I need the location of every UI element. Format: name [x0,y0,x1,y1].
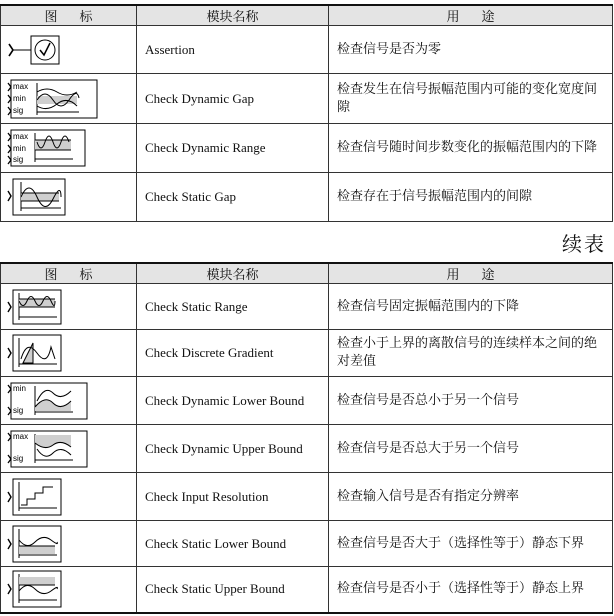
table-row [1,124,613,173]
block-use: 检查信号是否总大于另一个信号 [329,425,613,473]
block-icon-cell [1,377,137,425]
check-dynamic-upper-bound-icon [7,429,89,469]
block-name: Check Dynamic Lower Bound [137,377,329,425]
header-use: 用 途 [329,263,613,284]
block-icon-cell [1,330,137,377]
check-static-lower-bound-icon [7,524,63,564]
table-row [1,521,613,567]
header-icon: 图 标 [1,263,137,284]
header-icon: 图 标 [1,5,137,26]
assertion-icon [7,33,63,67]
table-row [1,173,613,222]
table-row [1,74,613,124]
block-icon-cell [1,567,137,613]
block-name: Check Static Range [137,284,329,330]
table-row [1,26,613,74]
block-icon-cell [1,173,137,222]
block-name: Check Static Upper Bound [137,567,329,613]
min-label: min [13,93,26,103]
block-name: Check Discrete Gradient [137,330,329,377]
block-name: Check Dynamic Gap [137,74,329,124]
block-icon-cell [1,124,137,173]
block-name: Check Static Lower Bound [137,521,329,567]
check-discrete-gradient-icon [7,333,63,373]
block-use: 检查小于上界的离散信号的连续样本之间的绝对差值 [329,330,613,377]
check-dynamic-gap-icon [7,78,101,120]
continued-label: 续表 [562,232,606,256]
check-static-gap-icon [7,177,69,217]
header-name: 模块名称 [137,5,329,26]
block-name: Check Dynamic Range [137,124,329,173]
block-use: 检查信号固定振幅范围内的下降 [329,284,613,330]
table-header [1,5,613,26]
table-row [1,377,613,425]
block-use: 检查信号随时间步数变化的振幅范围内的下降 [329,124,613,173]
block-icon-cell [1,284,137,330]
header-use: 用 途 [329,5,613,26]
check-static-upper-bound-icon [7,569,63,609]
check-dynamic-lower-bound-icon [7,381,89,421]
table-row [1,567,613,613]
table-row [1,473,613,521]
block-icon-cell [1,26,137,74]
check-input-resolution-icon [7,477,63,517]
table-row [1,330,613,377]
block-use: 检查信号是否小于（选择性等于）静态上界 [329,567,613,613]
sig-label: sig [13,405,24,415]
header-name: 模块名称 [137,263,329,284]
max-label: max [13,431,29,441]
block-name: Check Input Resolution [137,473,329,521]
block-icon-cell [1,473,137,521]
min-label: min [13,383,26,393]
sig-label: sig [13,105,24,115]
block-table-2 [0,262,613,614]
table-row [1,425,613,473]
block-name: Check Dynamic Upper Bound [137,425,329,473]
block-use: 检查信号是否大于（选择性等于）静态下界 [329,521,613,567]
block-name: Assertion [137,26,329,74]
block-use: 检查信号是否总小于另一个信号 [329,377,613,425]
block-icon-cell [1,425,137,473]
max-label: max [13,132,29,141]
block-use: 检查信号是否为零 [329,26,613,74]
block-use: 检查存在于信号振幅范围内的间隙 [329,173,613,222]
sig-label: sig [13,453,24,463]
min-label: min [13,144,26,153]
table-row [1,284,613,330]
max-label: max [13,81,29,91]
block-icon-cell [1,521,137,567]
block-icon-cell [1,74,137,124]
block-name: Check Static Gap [137,173,329,222]
block-table-1 [0,4,613,222]
sig-label: sig [13,155,24,164]
check-dynamic-range-icon [7,128,87,168]
block-use: 检查发生在信号振幅范围内可能的变化宽度间隙 [329,74,613,124]
check-static-range-icon [7,288,63,326]
block-use: 检查输入信号是否有指定分辨率 [329,473,613,521]
table-header [1,263,613,284]
